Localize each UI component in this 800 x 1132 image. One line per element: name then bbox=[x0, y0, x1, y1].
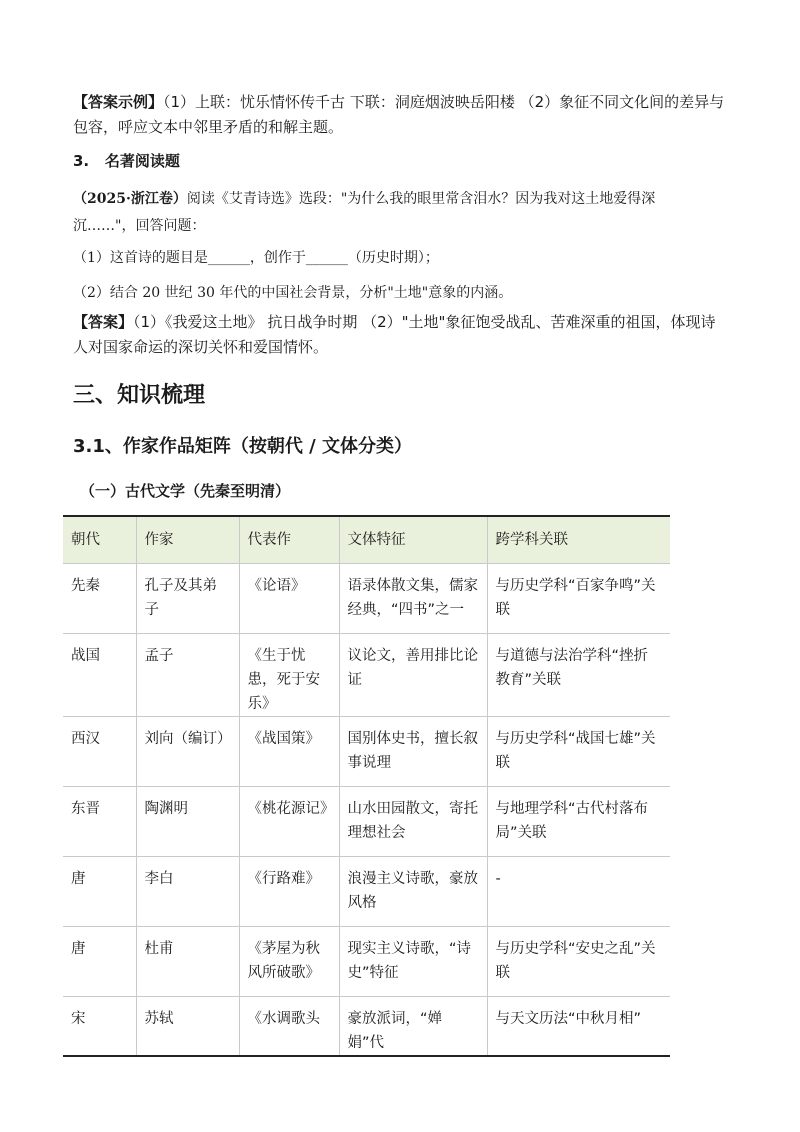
cell-cross-subject: 与地理学科“古代村落布局”关联 bbox=[487, 787, 670, 857]
cell-cross-subject: 与天文历法“中秋月相” bbox=[487, 997, 670, 1057]
header-genre: 文体特征 bbox=[339, 516, 487, 564]
cell-genre: 浪漫主义诗歌，豪放风格 bbox=[339, 857, 487, 927]
cell-dynasty: 唐 bbox=[63, 927, 136, 997]
cell-genre: 国别体史书，擅长叙事说理 bbox=[339, 717, 487, 787]
cell-dynasty: 战国 bbox=[63, 634, 136, 717]
table-row bbox=[63, 634, 670, 717]
cell-author: 李白 bbox=[136, 857, 239, 927]
cell-dynasty: 东晋 bbox=[63, 787, 136, 857]
works-table bbox=[63, 515, 670, 1057]
cell-dynasty: 先秦 bbox=[63, 564, 136, 634]
cell-cross-subject: 与历史学科“安史之乱”关联 bbox=[487, 927, 670, 997]
cell-author: 陶渊明 bbox=[136, 787, 239, 857]
cell-author: 杜甫 bbox=[136, 927, 239, 997]
cell-cross-subject: 与道德与法治学科“挫折教育”关联 bbox=[487, 634, 670, 717]
table-row bbox=[63, 787, 670, 857]
cell-work: 《茅屋为秋风所破歌》 bbox=[239, 927, 339, 997]
section-number: 3. bbox=[73, 152, 90, 170]
cell-cross-subject: - bbox=[487, 857, 670, 927]
question-part1: （1）这首诗的题目是______，创作于______（历史时期）； bbox=[73, 250, 439, 266]
cell-work: 《水调歌头 bbox=[239, 997, 339, 1057]
question-part2: （2）结合 20 世纪 30 年代的中国社会背景，分析"土地"意象的内涵。 bbox=[73, 285, 513, 301]
table-row bbox=[63, 857, 670, 927]
table-row bbox=[63, 564, 670, 634]
cell-author: 刘向（编订） bbox=[136, 717, 239, 787]
cell-author: 苏轼 bbox=[136, 997, 239, 1057]
cell-author: 孔子及其弟子 bbox=[136, 564, 239, 634]
section-heading bbox=[73, 149, 733, 174]
section-title: 名著阅读题 bbox=[104, 152, 180, 170]
cell-dynasty: 唐 bbox=[63, 857, 136, 927]
answer-example-line2: 包容，呼应文本中邻里矛盾的和解主题。 bbox=[73, 118, 344, 136]
cell-work: 《论语》 bbox=[239, 564, 339, 634]
cell-cross-subject: 与历史学科“战国七雄”关联 bbox=[487, 717, 670, 787]
cell-genre: 豪放派词，“婵娟”代 bbox=[339, 997, 487, 1057]
header-work: 代表作 bbox=[239, 516, 339, 564]
table-row bbox=[63, 927, 670, 997]
table-row bbox=[63, 717, 670, 787]
cell-genre: 现实主义诗歌，“诗史”特征 bbox=[339, 927, 487, 997]
header-author: 作家 bbox=[136, 516, 239, 564]
cell-genre: 语录体散文集，儒家经典，“四书”之一 bbox=[339, 564, 487, 634]
cell-dynasty: 西汉 bbox=[63, 717, 136, 787]
cell-author: 孟子 bbox=[136, 634, 239, 717]
cell-work: 《行路难》 bbox=[239, 857, 339, 927]
cell-work: 《生于忧患，死于安乐》 bbox=[239, 634, 339, 717]
answer-example-paragraph bbox=[73, 90, 733, 140]
cell-work: 《战国策》 bbox=[239, 717, 339, 787]
question-line2: 沉……"，回答问题： bbox=[73, 218, 206, 234]
subsection-heading: 3.1、作家作品矩阵（按朝代 / 文体分类） bbox=[73, 436, 412, 457]
header-dynasty: 朝代 bbox=[63, 516, 136, 564]
cell-genre: 议论文，善用排比论证 bbox=[339, 634, 487, 717]
question-line1: 阅读《艾青诗选》选段："为什么我的眼里常含泪水？因为我对这土地爱得深 bbox=[186, 191, 656, 207]
cell-work: 《桃花源记》 bbox=[239, 787, 339, 857]
cell-cross-subject: 与历史学科“百家争鸣”关联 bbox=[487, 564, 670, 634]
answer-line1: （1）《我爱这土地》 抗日战争时期 （2）"土地"象征饱受战乱、苦难深重的祖国，体现诗 bbox=[133, 313, 716, 331]
answer-paragraph bbox=[73, 310, 733, 360]
header-cross-subject: 跨学科关联 bbox=[487, 516, 670, 564]
table-row bbox=[63, 997, 670, 1057]
answer-label: 【答案】 bbox=[73, 313, 134, 331]
subsubsection-heading: （一）古代文学（先秦至明清） bbox=[80, 482, 291, 500]
cell-dynasty: 宋 bbox=[63, 997, 136, 1057]
chapter-heading: 三、知识梳理 bbox=[73, 383, 206, 408]
answer-example-line1: （1）上联：忧乐情怀传千古 下联：洞庭烟波映岳阳楼 （2）象征不同文化间的差异与 bbox=[163, 93, 725, 111]
table-header-row bbox=[63, 516, 670, 564]
question-stem bbox=[73, 186, 733, 240]
answer-example-label: 【答案示例】 bbox=[73, 93, 164, 111]
answer-line2: 人对国家命运的深切关怀和爱国情怀。 bbox=[73, 338, 329, 356]
question-source: （2025·浙江卷） bbox=[73, 191, 187, 207]
cell-genre: 山水田园散文，寄托理想社会 bbox=[339, 787, 487, 857]
